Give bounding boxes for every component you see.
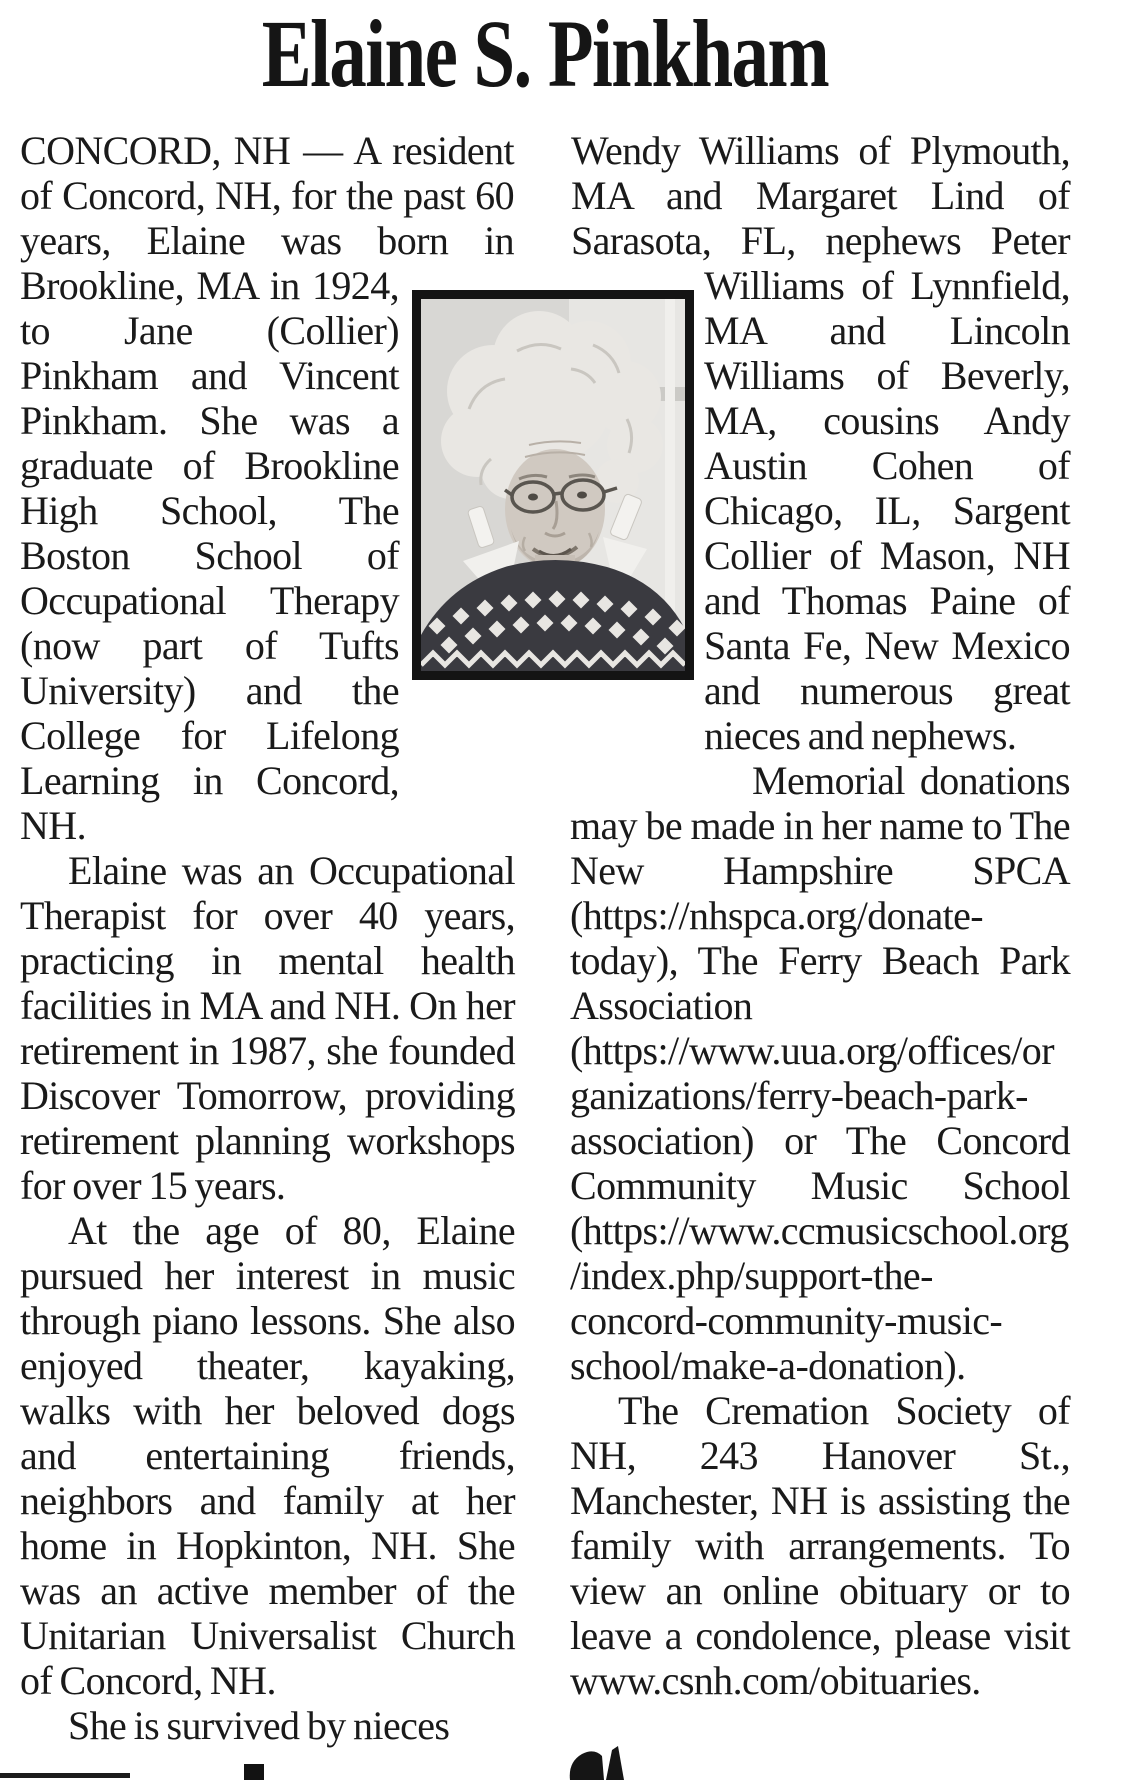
obituary-headline: Elaine S. Pinkham xyxy=(261,0,829,107)
obituary-paragraph: At the age of 80, Elaine pursued her interest in music through piano lessons. She also enjoyed theater, kayaking, walks with her beloved dogs and entertaining friends, neighbors and family at her home in Hopkinton, NH. She was an active member of the Unitarian Universalist Church of Concord, NH. xyxy=(20,1208,515,1703)
text-wrap-spacer xyxy=(514,128,515,263)
obituary-paragraph: Memorial donations may be made in her name to The New Hampshire SPCA (https://nhspca.org/donate-today), The Ferry Beach Park Association (https://www.uua.org/offices/organizations/ferry-beach-park-association) or The Concord Community Music School (https://www.ccmusicschool.org/index.php/support-the-concord-community-music-school/make-a-donation). xyxy=(570,758,1070,1388)
article-columns xyxy=(20,128,1070,1748)
obituary-paragraph: Elaine was an Occupational Therapist for over 40 years, practicing in mental health facilities in MA and NH. On her retirement in 1987, she founded Discover Tomorrow, providing retirement planning workshops for over 15 years. xyxy=(20,848,515,1208)
clipped-ink-fragment xyxy=(244,1764,264,1780)
clipped-letters-svg xyxy=(566,1746,626,1780)
portrait-photo-svg xyxy=(421,299,685,671)
obituary-paragraph: CONCORD, NH — A resident of Concord, NH, for the past 60 years, Elaine was born in Brookline, MA in 1924, to Jane (Collier) Pinkham and Vincent Pinkham. She was a graduate of Brookline High School, The Boston School of Occupational Therapy (now part of Tufts University) and the College for Lifelong Learning in Concord, NH. xyxy=(20,128,514,848)
obituary-paragraph: She is survived by nieces xyxy=(68,1703,450,1748)
clipped-rule-fragment xyxy=(0,1773,130,1778)
obituary-content xyxy=(20,0,1070,1748)
clipped-headline-letters-fragment xyxy=(566,1746,626,1780)
obituary-photo xyxy=(412,290,694,680)
obituary-paragraph: Wendy Williams of Plymouth, MA and Margaret Lind of Sarasota, FL, nephews Peter Williams of Lynnfield, MA and Lincoln Williams of Beverly, MA, cousins Andy Austin Cohen of Chicago, IL, Sargent Collier of Mason, NH and Thomas Paine of Santa Fe, New Mexico and numerous great nieces and nephews. xyxy=(571,128,1070,758)
obituary-paragraph: The Cremation Society of NH, 243 Hanover St., Manchester, NH is assisting the family with arrangements. To view an online obituary or to leave a condolence, please visit www.csnh.com/obituaries. xyxy=(570,1388,1070,1703)
